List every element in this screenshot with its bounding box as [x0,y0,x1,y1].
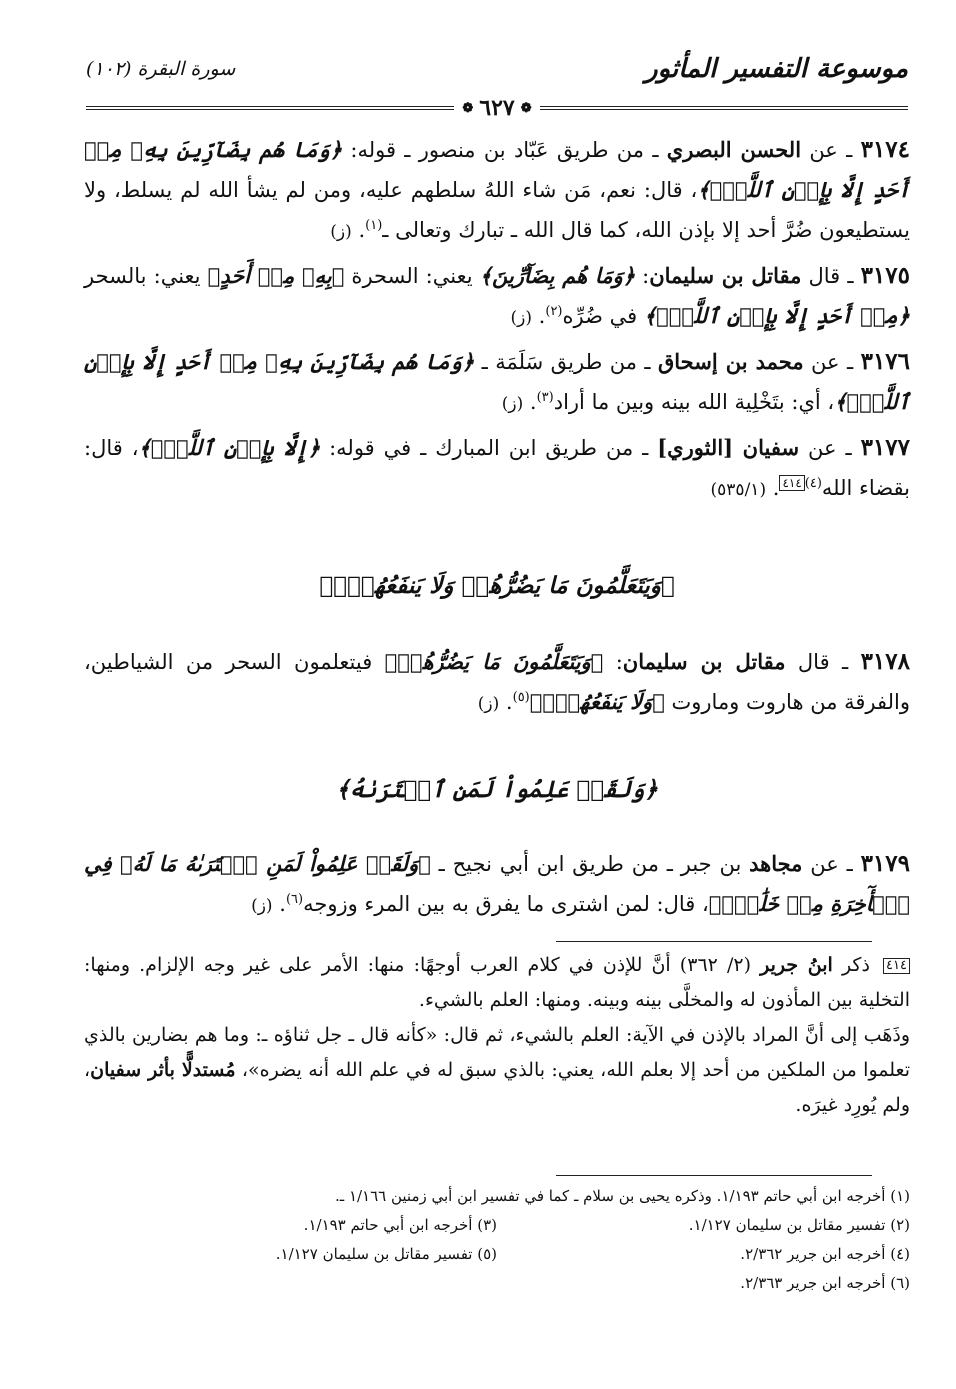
quran-quote: ﴿وَمَا هُم بِضَآرِّينَ﴾ [479,263,636,288]
entry-text: يعني: بالسحر [84,264,208,288]
commentary-paragraph [84,1018,910,1123]
entry-text: . [351,218,366,242]
entry-text: ، أي: بتَخْلِية الله بينه وبين ما أراد [553,390,835,414]
footnotes [84,1182,910,1298]
entry-text: ، قال: بقضاء الله [84,436,910,500]
entry-text: ـ عن [799,436,861,460]
narrator-name: الحسن البصري [666,137,802,162]
commentary-text: ، ولم يُورِد غيرَه. [84,1059,910,1116]
footnote-divider [556,1175,872,1176]
quran-quote: ﴿وَيَتَعَلَّمُونَ مَا يَضُرُّهُمۡ﴾ [384,649,604,674]
source-marker: (ز) [330,222,352,242]
entry-3178 [84,642,910,724]
header-rule-left [86,106,454,110]
quran-quote: ﴿إِلَّا بِإِذۡنِ ٱللَّهِۚ﴾ [138,435,321,460]
commentary-bold: ابنُ جرير [760,954,833,976]
commentary-text: ذكر [832,954,880,976]
footnote-2: (٢) تفسير مقاتل بن سليمان ١/١٢٧. [688,1216,910,1234]
entry-text: فيتعلمون السحر من الشياطين، والفرقة من هاروت وماروت [84,650,910,714]
entry-text: ـ من طريق ابن المبارك ـ في قوله: [320,436,658,460]
entry-text: ـ عن [802,852,861,876]
entry-text: . [523,390,537,414]
commentary-paragraph [84,948,910,1018]
header-rule [86,95,908,121]
surah-title: سورة البقرة (١٠٢) [86,58,236,80]
footnote-ref[interactable]: (٤) [804,476,822,491]
page-number-group [454,95,539,121]
commentary-text: (٢/ ٣٦٢) أنَّ للإذن في كلام العرب أوجهًا: منها: الأمر على غير وجه الإلزام. ومنها: التخلية بين المأذون له والمخلَّى بينه وبينه. ومنها: العلم بالشيء. [84,954,910,1011]
footnote-ref[interactable]: (٥) [512,690,530,705]
ornament-icon: ❁ [520,100,532,116]
entry-3176 [84,342,910,424]
narrator-name: مقاتل بن سليمان [649,263,802,288]
footnote-1: (١) أخرجه ابن أبي حاتم ١/١٩٣. وذكره يحيى بن سلام ـ كما في تفسير ابن أبي زمنين ١/١٦٦ ـ. [335,1187,910,1205]
entry-text: ـ من طريق عَبّاد بن منصور ـ قوله: [342,138,667,162]
book-title: موسوعة التفسير المأثور [645,54,908,84]
source-marker: (ز) [510,308,532,328]
entry-number: ٣١٧٥ [860,262,910,289]
entry-3175 [84,256,910,338]
narrator-name: مقاتل بن سليمان [622,649,786,674]
entry-text: . [532,304,546,328]
entry-3174 [84,130,910,252]
footnote-row [84,1240,910,1269]
entry-text: . [499,690,513,714]
commentary-number-box: ٤١٤ [883,958,910,974]
footnote-3: (٣) أخرجه ابن أبي حاتم ١/١٩٣. [303,1216,497,1234]
page-number: ٦٢٧ [479,95,515,121]
entry-text: ـ قال [801,264,861,288]
footnote-5: (٥) تفسير مقاتل بن سليمان ١/١٢٧. [275,1245,497,1263]
quran-quote: ﴿وَمَا هُم بِضَآرِّينَ بِهِۦ مِنۡ أَحَدٍ إِلَّا بِإِذۡنِ ٱللَّهِۚ﴾ [84,349,910,414]
page-header [86,48,908,121]
commentary-text: وذَهَب إلى أنَّ المراد بالإذن في الآية: العلم بالشيء، ثم قال: «كأنه قال ـ جل ثناؤه ـ: وما هم بضارين بالذي تعلموا من الملكين من أحد إلا بعلم الله، يعني: بالذي سبق له في علم الله أنه يضره»، [84,1024,911,1081]
entry-text: بن جبر ـ من طريق ابن أبي نجيح ـ [430,852,750,876]
footnote-ref[interactable]: (٢) [545,304,563,319]
entry-3177 [84,428,910,510]
header-rule-right [540,106,908,110]
verse-heading: ﴿وَيَتَعَلَّمُونَ مَا يَضُرُّهُمۡ وَلَا يَنفَعُهُمۡۚ﴾ [319,572,675,599]
entry-number: ٣١٧٧ [860,434,910,461]
footnote-ref[interactable]: (٣) [536,390,554,405]
quran-quote: ﴿وَمَا هُم بِضَآرِّينَ بِهِۦ مِنۡ أَحَدٍ إِلَّا بِإِذۡنِ ٱللَّهِۚ﴾ [84,137,910,202]
source-marker: (ز) [501,394,524,414]
commentary-bold: مُستدلًّا بأثر سفيان [90,1059,236,1081]
narrator-name: سفيان [الثوري] [657,435,800,460]
entry-text: ، قال: نعم، مَن شاء اللهُ سلطهم عليه، ومن لم يشأ الله لم يسلط، ولا يستطيعون ضُرَّ أحد إلا بإذن الله، كما قال الله ـ تبارك وتعالى ـ [84,178,910,242]
verse-heading: ﴿وَلَقَدۡ عَلِمُواْ لَمَنِ ٱشۡتَرَىٰهُ﴾ [336,776,658,803]
entry-text: ـ عن [803,350,861,374]
footnote-ref[interactable]: (١) [365,218,383,233]
ornament-icon: ❁ [462,100,474,116]
entry-number: ٣١٧٩ [860,850,910,877]
source-marker: (٥٣٥/١) [710,480,767,500]
entry-text: في ضُرِّه [562,304,644,328]
main-text [84,130,910,930]
entry-text: : [635,264,650,288]
quran-quote: ﴿وَلَا يَنفَعُهُمۡۚ﴾ [529,689,665,714]
footnote-6: (٦) أخرجه ابن جرير ٢/٣٦٣. [740,1274,910,1292]
source-marker: (ز) [251,896,273,916]
entry-text: ـ عن [801,138,861,162]
entry-number: ٣١٧٦ [860,348,911,375]
entry-text: . [766,476,780,500]
quran-quote: ﴿بِهِۦ مِنۡ أَحَدٍ﴾ [207,263,345,288]
entry-number: ٣١٧٨ [860,648,910,675]
narrator-name: محمد بن إسحاق [657,349,804,374]
entry-text: يعني: السحرة [344,264,480,288]
footnote-ref[interactable]: (٦) [285,892,304,907]
source-marker: (ز) [477,694,500,714]
quran-quote: ﴿وَلَقَدۡ عَلِمُواْ لَمَنِ ٱشۡتَرَىٰهُ مَا لَهُۥ فِي ٱلۡأٓخِرَةِ مِنۡ خَلَٰقٖۚ﴾ [84,851,910,916]
entry-text: ، قال: لمن اشترى ما يفرق به بين المرء وزوجه [303,892,709,916]
narrator-name: مجاهد [749,851,803,876]
entry-text: . [272,892,286,916]
commentary-divider [556,941,872,942]
entry-3179 [84,844,910,926]
commentary-ref-box[interactable]: ٤١٤ [779,475,804,491]
commentary-note [84,948,910,1123]
entry-number: ٣١٧٤ [860,136,910,163]
footnote-row [84,1211,910,1240]
entry-text: ـ قال [785,650,861,674]
quran-quote: ﴿مِنۡ أَحَدٍ إِلَّا بِإِذۡنِ ٱللَّهِۚ﴾ [643,303,910,328]
entry-text: : [603,650,623,674]
entry-text: ـ من طريق سَلَمَة ـ [474,350,658,374]
footnote-4: (٤) أخرجه ابن جرير ٢/٣٦٢. [740,1245,910,1263]
